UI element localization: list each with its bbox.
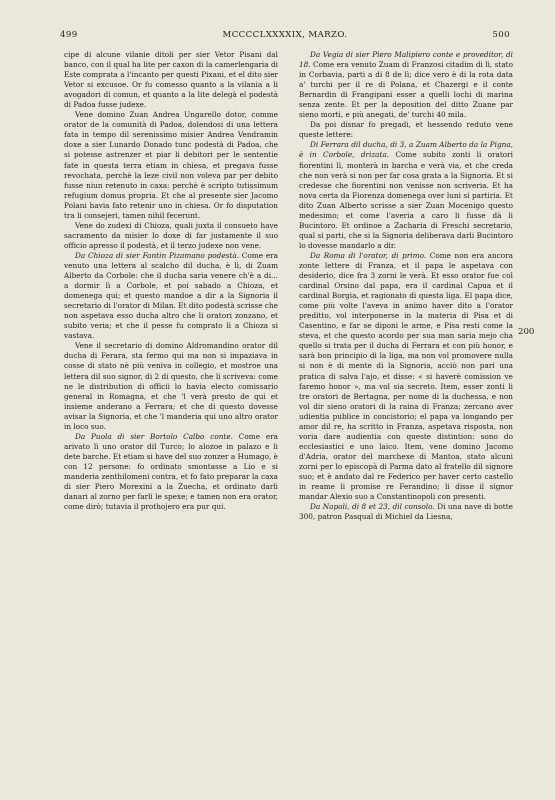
paragraph-heading: Da Puola di sier Bortolo Calbo conte. [75,431,233,441]
running-title: MCCCCLXXXXIX, MARZO. [222,30,348,40]
paragraph-text: Come era arivato lì uno orator dil Turco; lo alozoe in palazo e li dete barche. Et etiam si have del suo zonzer a Humago, è con 12 persone: fo ordinato smontasse a Lio e si manderia zenthilomeni contra, et fo fato preparar la caxa di sier Piero Morexini a la Zuecha, et ordinato darli danari al zorno per farli le spexe; e tamen non era orator, come dirò; tutavia il prothojero era pur qui. [64,431,278,512]
page-number-right: 500 [492,30,510,40]
page-number-left: 499 [60,30,78,40]
paragraph-text: Vene domino Zuan Andrea Ungarello dotor, comme orator de la comunità di Padoa, dolendosi di una lettera fata in tempo dil serenissimo misier Andrea Vendramin doxe a sier Lunardo Donado tunc podestà di Padoa, che si potesse astrenzer et piar li debitori per le sententie fate in questa terra etiam in chiesa, et pregava fusse revochata, perchè la leze civil non voleva par per debito fusse niun retenuto in caxa: perchè è scripto tutissimum refugium domus propria. Et che al presente sier Jacomo Polani havia fato retenir uno in chiesa. Or fo disputation tra li consejeri, tamen nihil fecerunt. [64,110,278,220]
paragraph-text: Di una nave di botte 300, patron Pasqual di Michiel da Liesna, [299,502,513,522]
paragraph [64,341,278,431]
paragraph-text: Vene do zudexi di Chioza, quali juxta il consueto have sacramento da misier lo doxe di far justamente il suo officio apresso il podestà, et il terzo judexe non vene. [64,220,278,250]
paragraph [299,251,513,502]
paragraph [64,50,278,110]
paragraph [64,221,278,251]
paragraph [299,120,513,140]
running-header [60,30,510,44]
paragraph [64,251,278,341]
paragraph-text: Da poi disnar fo pregadi, et hessendo reduto vene queste lettere: [299,120,513,140]
margin-page-number: 200 [518,327,535,337]
paragraph-heading: Da Napoli, di 8 et 23, dil consolo. [310,502,435,512]
paragraph-text: Vene il secretario di domino Aldromandino orator dil ducha di Ferara, sta fermo qui ma non si impaziava in cosse di stato nè più veniva in collegio, et mostroe una lettera dil suo signor, di 2 di questo, che li scriveva: come ne le distribution di officii lo havia electo comissario general in Romagna, et che 'l verà presto de qui et insieme anderano a Ferrara; et che di questo dovesse avisar la Signoria, et che 'l manderia qui uno altro orator in loco suo. [64,341,278,431]
paragraph [299,140,513,251]
right-text-column [299,50,513,522]
paragraph-heading: Di Ferrara dil ducha, di 3, a Zuam Alberto da la Pigna, è in Corbole, drizata. [299,140,513,160]
paragraph [64,432,278,512]
paragraph-heading: Da Roma di l'orator, di primo. [310,250,427,260]
paragraph-heading: Da Chioza di sier Fantin Pizamano podestà. [75,250,239,260]
paragraph-text: Come era venuto una lettera al scalcho dil ducha, è lì, di Zuam Alberto da Corbole: che il ducha saria venere ch'è a di... a dormir lì a Corbole, et poi sabado a Chioza, et domenega qui; et questo mandoe a dir a la Signoria il secretario di l'orator di Milan. Et dito podestà scrisse che non aspetava esso ducha altro che li oratori zonzano, et subito veria; et che il pesse fu comprato lì a Chioza si vastava. [64,250,278,341]
paragraph-heading: Da Vegia di sier Piero Malipiero conte e proveditor, di 18. [299,50,513,70]
paragraph [299,502,513,522]
paragraph-text: cipe di alcune vilanie ditoli per sier Vetor Pisani dal banco, con il qual ha lite per caxon di la camerlengaria di Este comprata a l'incanto per questi Pixani, et el dito sier Vetor si excusoe. Or fu comesso quanto a la vilania a li avogadori di comun, et quanto a la lite delegà el podestà di Padoa fusse judexe. [64,50,278,110]
left-text-column [64,50,278,512]
paragraph [64,110,278,221]
paragraph-text: Come non era ancora zonte lettere di Franza, et il papa le aspetava con desiderio, dice fra 3 zorni le verà. Et esso orator fue col cardinal Orsino dal papa, era il cardinal Capua et il cardinal Borgia, et ragionato di questa liga. El papa dice, come più volte l'aveva in animo haver dito a l'orator preditto, vol interponerse in la materia di Pisa et di Casentino, e far se diponi le arme, e Pisa resti come la steva, et che questo acordo per sua man saria mejo cha quello si trata per il ducha di Ferrara et con più honor, e sarà bon principio di la liga, ma non vol promovere nulla si non è di mente di la Signoria, acciò non pari una pratica di salva l'ajo, et disse: « si haverè comission ve faremo honor », ma vol sia secreto. Item, esser zonti li tre oratori de Bertagna, per nome di la duchessa, e non vol dir sieno oratori di la raina di Franza; zercano aver udientia publice in concistorio; el papa va longando per amor dil re, ha scritto in Franza, aspetava risposta, non voria dare audientia con queste distintion: sono do ecclesiastici e uno laico. Item, vene domino Jacomo d'Adria, orator del marchexe di Mantoa, stato alcuni zorni per lo episcopà di Parma dato al fratello dil signore suo; et è andato dal re Federico per haver certo castello in reame li promise re Ferandino; li disse il signor mandar Alexio suo a Constantinopoli con presenti. [299,250,513,502]
paragraph-text: Come subito zonti li oratori fiorentini lì, monterà in barcha e verà via, et che creda che non verà si non per far cosa grata a la Signoria. Et si credesse che fiorentini non venisse non scriveria. Et ha nova certa da Fiorenza domenega over luni si partiria. Et dito Zuan Alberto scrisse a sier Zuan Mocenigo questo medesimo; et come l'averia a caro li fusse dà li Bucintoro. Et ordinoe a Zacharia di Freschi secretario, qual si parti, che si la Signoria deliberava darli Bucintoro lo dovesse mandarlo a dir. [299,150,513,250]
paragraph [299,50,513,120]
paragraph-text: Come era venuto Zuam di Franzosi citadim di lì, stato in Corbavia, parti a di 8 de lì; dice vero è di la rota data a' turchi per il re di Polana, et Chazergi e il conte Bernardin di Frangipani esser a quelli lochi di marina senza zente. Et per la deposition del ditto Zuane par sieno morti, e più anegati, de' turchi 40 mila. [299,60,513,120]
